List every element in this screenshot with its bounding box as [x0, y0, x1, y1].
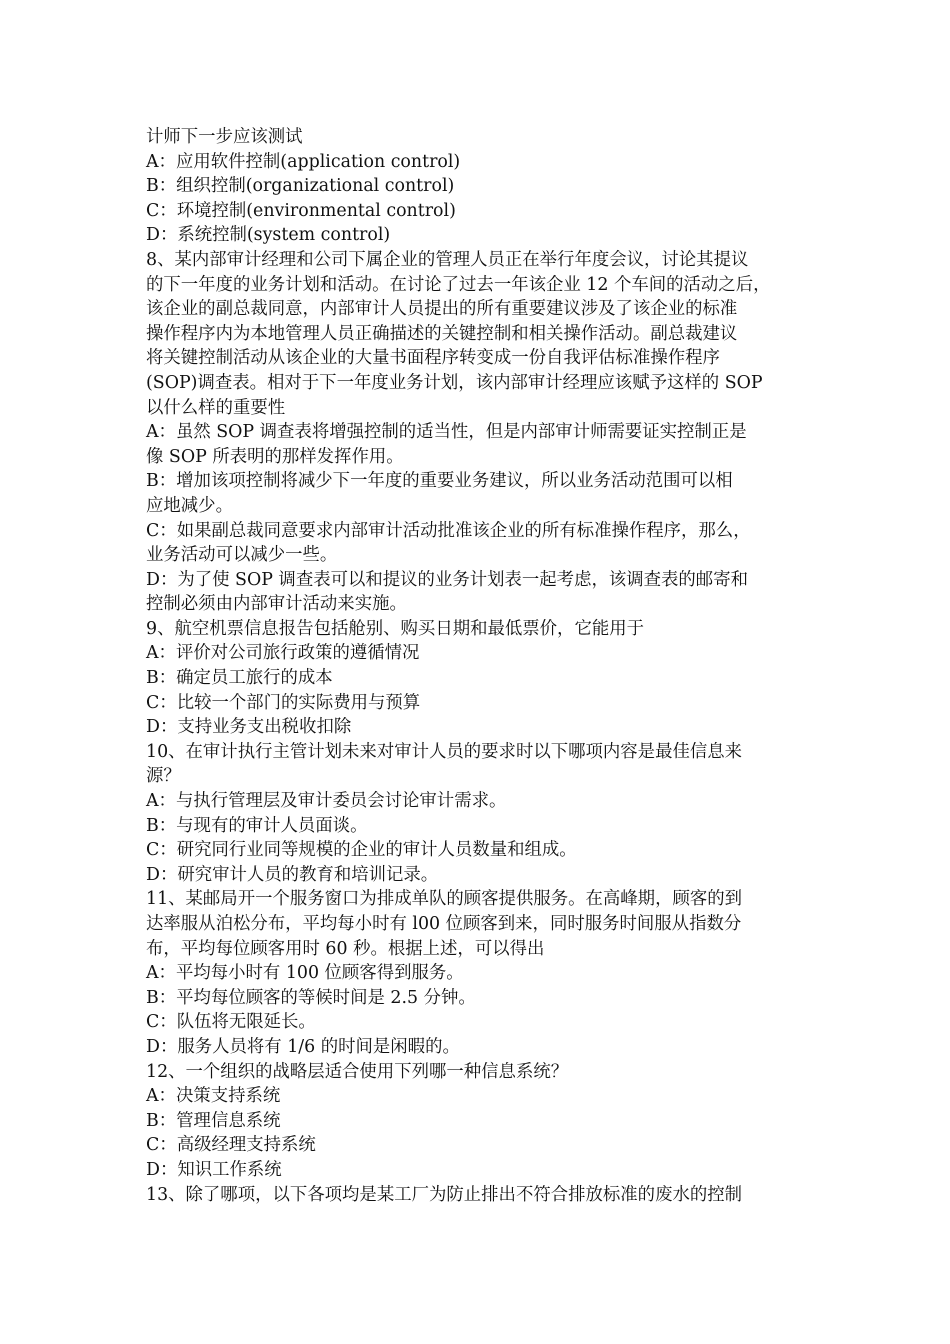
option-line: A：平均每小时有 100 位顾客得到服务。	[146, 963, 464, 984]
option-line: B：管理信息系统	[146, 1110, 281, 1131]
text-line: 计师下一步应该测试	[146, 127, 303, 147]
question-line: 操作程序内为本地管理人员正确描述的关键控制和相关操作活动。副总裁建议	[146, 323, 738, 344]
option-line: B：组织控制(organizational control)	[146, 176, 455, 197]
question-line: 源？	[146, 766, 181, 787]
option-line: D：研究审计人员的教育和培训记录。	[146, 864, 439, 885]
option-line: A：虽然 SOP 调查表将增强控制的适当性，但是内部审计师需要证实控制正是	[146, 422, 747, 443]
question-line: 以什么样的重要性	[146, 397, 286, 418]
document-body	[146, 125, 826, 1207]
option-line: B：与现有的审计人员面谈。	[146, 815, 368, 836]
option-line: 控制必须由内部审计活动来实施。	[146, 594, 407, 615]
option-line: A：与执行管理层及审计委员会讨论审计需求。	[146, 791, 507, 812]
question-line: (SOP)调查表。相对于下一年度业务计划，该内部审计经理应该赋予这样的 SOP	[146, 372, 763, 393]
option-line: D：支持业务支出税收扣除	[146, 717, 352, 738]
option-line: C：研究同行业同等规模的企业的审计人员数量和组成。	[146, 840, 577, 861]
question-line: 达率服从泊松分布，平均每小时有 l00 位顾客到来，同时服务时间服从指数分	[146, 914, 742, 934]
question-line: 10、在审计执行主管计划未来对审计人员的要求时以下哪项内容是最佳信息来	[146, 741, 743, 762]
option-line: C：如果副总裁同意要求内部审计活动批准该企业的所有标准操作程序，那么，	[146, 520, 751, 541]
option-line: B：确定员工旅行的成本	[146, 668, 333, 689]
option-line: D：知识工作系统	[146, 1159, 282, 1180]
question-line: 11、某邮局开一个服务窗口为排成单队的顾客提供服务。在高峰期，顾客的到	[146, 889, 743, 910]
option-line: A：决策支持系统	[146, 1086, 281, 1107]
question-line: 该企业的副总裁同意，内部审计人员提出的所有重要建议涉及了该企业的标准	[146, 299, 738, 320]
question-line: 9、航空机票信息报告包括舱别、购买日期和最低票价，它能用于	[146, 618, 645, 639]
option-line: C：比较一个部门的实际费用与预算	[146, 692, 421, 713]
option-line: D：服务人员将有 1/6 的时间是闲暇的。	[146, 1036, 460, 1057]
option-line: A：评价对公司旅行政策的遵循情况	[146, 643, 420, 664]
question-line: 的下一年度的业务计划和活动。在讨论了过去一年该企业 12 个车间的活动之后，	[146, 274, 771, 295]
question-line: 13、除了哪项，以下各项均是某工厂为防止排出不符合排放标准的废水的控制	[146, 1184, 743, 1205]
question-line: 8、某内部审计经理和公司下属企业的管理人员正在举行年度会议，讨论其提议	[146, 249, 749, 270]
option-line: C：高级经理支持系统	[146, 1135, 316, 1156]
option-line: 像 SOP 所表明的那样发挥作用。	[146, 446, 404, 467]
option-line: B：平均每位顾客的等候时间是 2.5 分钟。	[146, 987, 476, 1008]
option-line: B：增加该项控制将减少下一年度的重要业务建议，所以业务活动范围可以相	[146, 471, 733, 492]
option-line: A：应用软件控制(application control)	[146, 151, 461, 172]
option-line: 业务活动可以减少一些。	[146, 545, 338, 566]
option-line: D：为了使 SOP 调查表可以和提议的业务计划表一起考虑，该调查表的邮寄和	[146, 569, 748, 590]
option-line: C：环境控制(environmental control)	[146, 200, 456, 221]
option-line: D：系统控制(system control)	[146, 225, 391, 246]
question-line: 将关键控制活动从该企业的大量书面程序转变成一份自我评估标准操作程序	[146, 348, 720, 369]
option-line: C：队伍将无限延长。	[146, 1012, 316, 1033]
option-line: 应地减少。	[146, 495, 233, 516]
question-line: 12、一个组织的战略层适合使用下列哪一种信息系统？	[146, 1061, 569, 1082]
question-line: 布，平均每位顾客用时 60 秒。根据上述，可以得出	[146, 938, 545, 959]
